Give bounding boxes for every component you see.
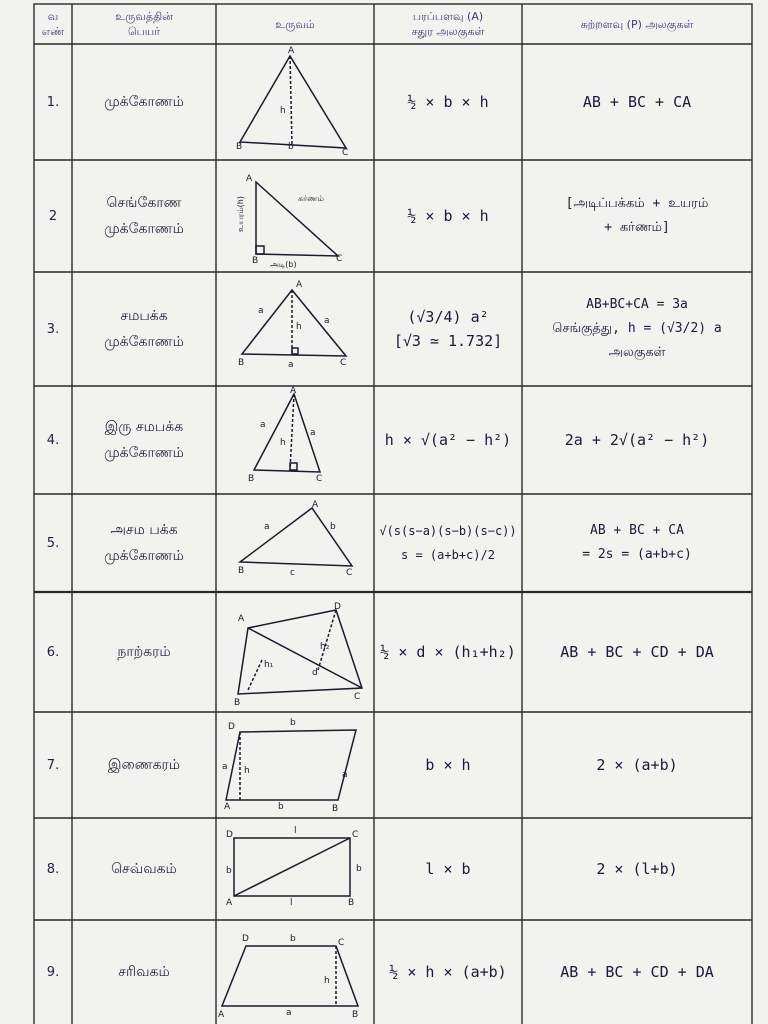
- shape-name-line: இணைகரம்: [107, 757, 181, 773]
- diagram-label: A: [218, 1010, 225, 1020]
- diagram-label: C: [346, 568, 353, 578]
- header-sno-line2: எண்: [41, 25, 65, 38]
- perimeter-formula-line: AB + BC + CD + DA: [560, 643, 714, 661]
- perimeter-formula: [522, 386, 752, 494]
- area-formula: [374, 272, 522, 386]
- trapezium-diagram: [222, 946, 358, 1006]
- perimeter-formula-line: 2 × (a+b): [596, 756, 678, 774]
- diagram-label: B: [238, 566, 245, 576]
- header-area-line1: பரப்பளவு (A): [412, 10, 484, 23]
- diagram-label: C: [340, 358, 347, 368]
- shape-name: [72, 592, 216, 712]
- diagram-label: a: [324, 316, 330, 326]
- perimeter-formula: [522, 272, 752, 386]
- diagram-label: அடி(b): [270, 260, 297, 269]
- perimeter-formula-line: AB+BC+CA = 3a: [586, 297, 688, 312]
- shape-name-line: செங்கோண: [106, 195, 182, 211]
- diagram-label: C: [336, 254, 343, 264]
- area-formula-line: ½ × h × (a+b): [389, 963, 507, 981]
- header-perimeter: சுற்றளவு (P) அலகுகள்: [580, 17, 694, 31]
- perimeter-formula: [522, 712, 752, 818]
- area-formula-line: b × h: [425, 756, 471, 774]
- shape-name-line: முக்கோணம்: [104, 548, 184, 564]
- diagram-label: a: [342, 770, 348, 780]
- area-formula: [374, 160, 522, 272]
- diagram-label: a: [222, 762, 228, 772]
- shape-name-line: சமபக்க: [120, 308, 168, 324]
- row-number: 5.: [46, 535, 60, 551]
- perimeter-formula-line: [அடிப்பக்கம் + உயரம்: [565, 196, 709, 211]
- perimeter-formula: [522, 44, 752, 160]
- shape-name-line: முக்கோணம்: [104, 334, 184, 350]
- header-name-line2: பெயர்: [128, 25, 160, 38]
- row-number: 1.: [46, 94, 60, 110]
- area-formula: [374, 712, 522, 818]
- shape-name: [72, 272, 216, 386]
- diagram-label: C: [342, 148, 349, 158]
- diagram-label: b: [278, 802, 284, 812]
- diagram-label: A: [290, 386, 297, 396]
- shape-name-line: செவ்வகம்: [111, 861, 177, 877]
- diagram-label: C: [316, 474, 323, 484]
- diagram-label: B: [352, 1010, 359, 1020]
- row-number: 3.: [46, 321, 60, 337]
- diagram-label: C: [354, 692, 361, 702]
- diagram-label: உயரம்(h): [236, 196, 245, 232]
- header-sno: [34, 6, 72, 42]
- diagram-label: a: [310, 428, 316, 438]
- shape-name-line: முக்கோணம்: [104, 221, 184, 237]
- diagram-label: A: [238, 614, 245, 624]
- area-formula: [374, 920, 522, 1024]
- scalene-triangle-diagram: [240, 508, 352, 566]
- quadrilateral-diagram: [238, 610, 362, 694]
- row-number: 9.: [46, 964, 60, 980]
- diagram-label: h: [280, 106, 286, 116]
- perimeter-formula-line: = 2s = (a+b+c): [582, 547, 692, 562]
- shape-name-line: முக்கோணம்: [104, 94, 184, 110]
- perimeter-formula: [522, 592, 752, 712]
- diagram-label: a: [258, 306, 264, 316]
- diagram-label: A: [224, 802, 231, 812]
- diagram-label: D: [226, 830, 233, 840]
- shape-name: [72, 920, 216, 1024]
- perimeter-formula-line: AB + BC + CD + DA: [560, 963, 714, 981]
- diagram-label: b: [226, 866, 232, 876]
- row-number: 4.: [46, 432, 60, 448]
- diagram-label: B: [248, 474, 255, 484]
- row-number: 2: [48, 208, 58, 224]
- diagram-label: B: [348, 898, 355, 908]
- diagram-label: D: [334, 602, 341, 612]
- shape-name-line: நாற்கரம்: [117, 644, 171, 660]
- diagram-label: கர்ணம்: [298, 194, 324, 203]
- diagram-label: D: [228, 722, 235, 732]
- perimeter-formula: [522, 494, 752, 592]
- diagram-label: h: [280, 438, 286, 448]
- header-area: [374, 6, 522, 42]
- diagram-label: A: [246, 174, 253, 184]
- diagram-label: B: [332, 804, 339, 814]
- header-name-line1: உருவத்தின்: [115, 10, 173, 23]
- right-triangle-diagram: [256, 182, 338, 256]
- diagram-label: B: [236, 142, 243, 152]
- shape-name-line: முக்கோணம்: [104, 445, 184, 461]
- shape-name: [72, 494, 216, 592]
- area-formula-line: [√3 ≃ 1.732]: [393, 332, 503, 350]
- perimeter-formula-line: AB + BC + CA: [582, 93, 692, 111]
- area-formula-line: l × b: [425, 860, 471, 878]
- parallelogram-diagram: [226, 730, 356, 800]
- shape-name: [72, 44, 216, 160]
- area-formula-line: (√3/4) a²: [407, 308, 489, 326]
- diagram-label: b: [290, 934, 296, 944]
- area-formula: [374, 592, 522, 712]
- area-formula-line: s = (a+b+c)/2: [401, 548, 495, 562]
- shape-name: [72, 160, 216, 272]
- area-formula-line: h × √(a² − h²): [384, 431, 512, 449]
- header-shape: உருவம்: [275, 17, 315, 31]
- row-number: 6.: [46, 644, 60, 660]
- area-formula: [374, 44, 522, 160]
- diagram-label: h: [244, 766, 250, 776]
- diagram-label: l: [290, 898, 293, 908]
- diagram-label: a: [288, 360, 294, 370]
- shape-name: [72, 818, 216, 920]
- diagram-label: a: [264, 522, 270, 532]
- diagram-label: B: [252, 256, 259, 266]
- shape-name: [72, 712, 216, 818]
- diagram-label: B: [238, 358, 245, 368]
- diagram-label: h: [324, 976, 330, 986]
- header-sno-line1: வ: [47, 10, 59, 23]
- diagram-label: h₂: [320, 642, 330, 652]
- perimeter-formula-line: 2 × (l+b): [596, 860, 678, 878]
- diagram-label: h₁: [264, 660, 274, 670]
- diagram-label: A: [226, 898, 233, 908]
- area-formula-line: ½ × d × (h₁+h₂): [380, 643, 516, 661]
- perimeter-formula: [522, 920, 752, 1024]
- diagram-label: A: [296, 280, 303, 290]
- header-area-line2: சதுர அலகுகள்: [411, 25, 485, 38]
- equilateral-triangle-diagram: [242, 290, 346, 356]
- perimeter-formula-line: AB + BC + CA: [590, 523, 684, 538]
- diagram-label: l: [294, 826, 297, 836]
- diagram-label: A: [288, 46, 295, 56]
- diagram-label: b: [356, 864, 362, 874]
- area-formula-line: ½ × b × h: [407, 207, 489, 225]
- perimeter-formula: [522, 818, 752, 920]
- diagram-label: b: [330, 522, 336, 532]
- shape-name-line: அசம பக்க: [110, 522, 178, 538]
- area-formula: [374, 386, 522, 494]
- perimeter-formula-line: செங்குத்து, h = (√3/2) a: [552, 321, 722, 336]
- diagram-label: B: [234, 698, 241, 708]
- diagram-label: a: [286, 1008, 292, 1018]
- area-formula: [374, 818, 522, 920]
- perimeter-formula-line: + கர்ணம்]: [604, 220, 670, 235]
- diagram-label: D: [242, 934, 249, 944]
- diagram-label: C: [352, 830, 359, 840]
- diagram-label: b: [290, 718, 296, 728]
- area-formula: [374, 494, 522, 592]
- header-name: [72, 6, 216, 42]
- row-number: 8.: [46, 861, 60, 877]
- perimeter-formula: [522, 160, 752, 272]
- diagram-label: h: [296, 322, 302, 332]
- rectangle-diagram: [234, 838, 350, 896]
- diagram-label: C: [338, 938, 345, 948]
- area-formula-line: ½ × b × h: [407, 93, 489, 111]
- triangle-diagram: [240, 56, 346, 148]
- diagram-label: c: [290, 568, 295, 578]
- area-formula-line: √(s(s−a)(s−b)(s−c)): [379, 524, 517, 538]
- shape-name: [72, 386, 216, 494]
- diagram-label: b: [288, 142, 294, 152]
- diagram-label: d: [312, 668, 318, 678]
- diagram-label: A: [312, 500, 319, 510]
- perimeter-formula-line: 2a + 2√(a² − h²): [564, 431, 710, 449]
- perimeter-formula-line: அலகுகள்: [608, 345, 666, 360]
- diagram-label: a: [260, 420, 266, 430]
- shape-name-line: சரிவகம்: [118, 964, 170, 980]
- shape-name-line: இரு சமபக்க: [104, 419, 184, 435]
- row-number: 7.: [46, 757, 60, 773]
